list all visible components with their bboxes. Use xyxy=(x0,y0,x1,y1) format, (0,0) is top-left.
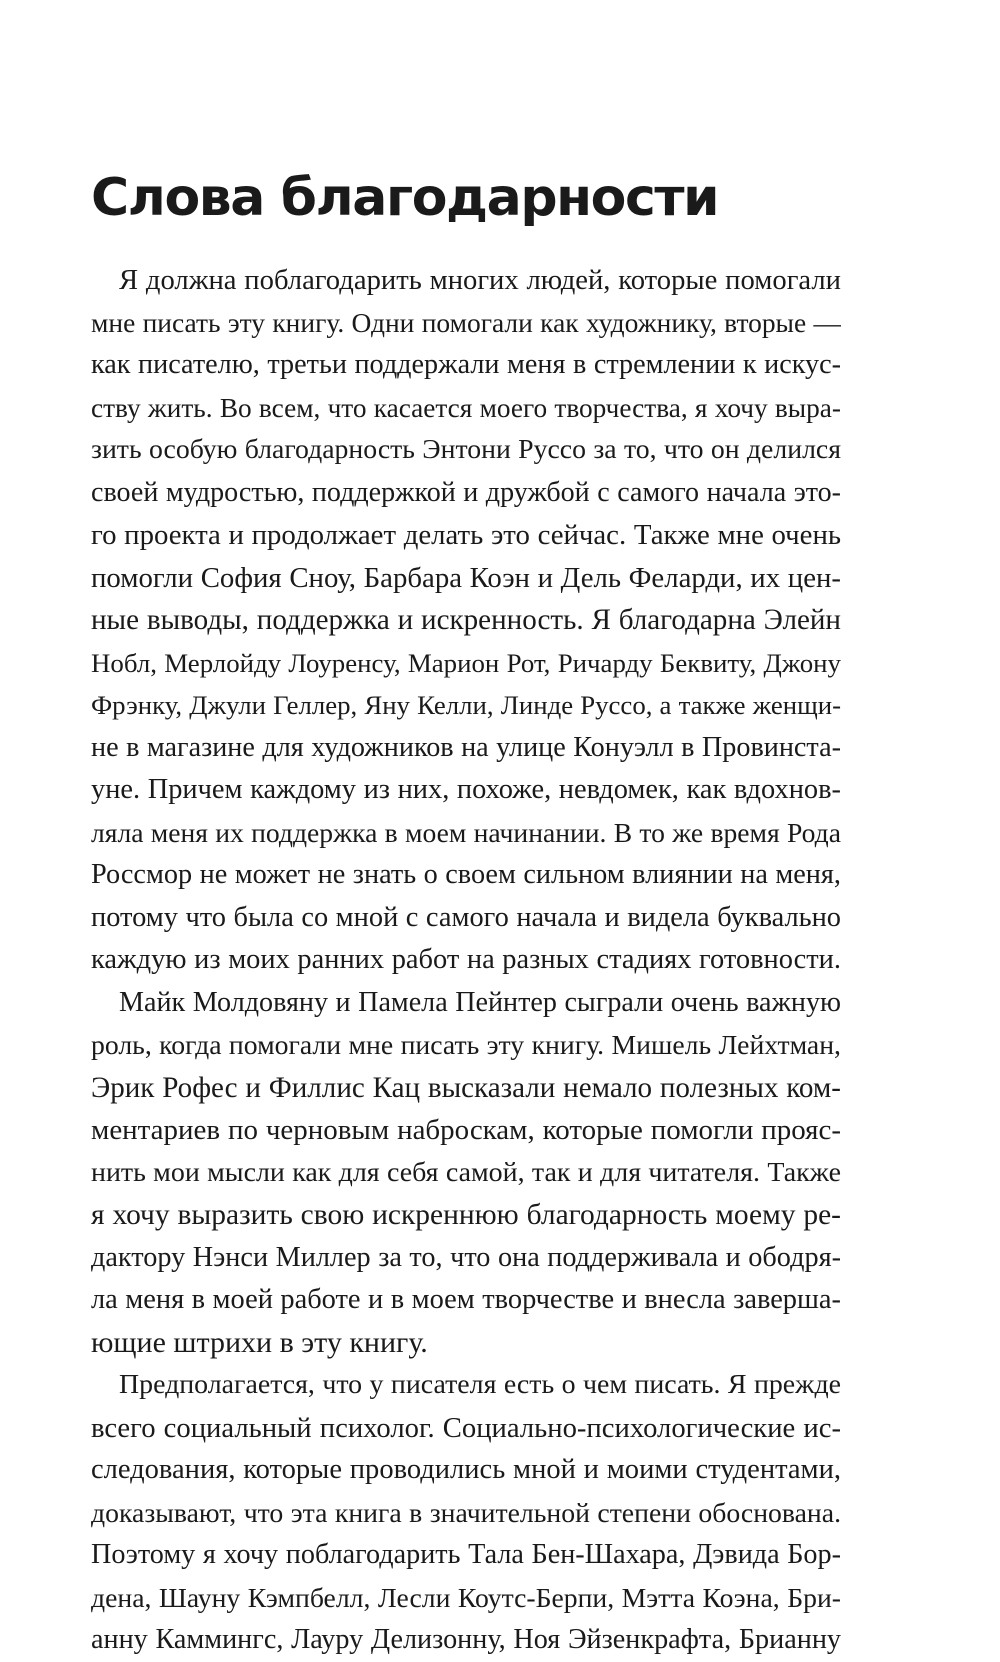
text-line: Фрэнку, Джули Геллер, Яну Келли, Линде Руссо, а также женщи- xyxy=(91,690,841,720)
text-line: Россмор не может не знать о своем сильном влиянии на меня, xyxy=(91,859,841,890)
paragraph xyxy=(91,1364,841,1662)
text-line: ляла меня их поддержка в моем начинании. В то же время Рода xyxy=(91,816,841,848)
text-line: ству жить. Во всем, что касается моего творчества, я хочу выра- xyxy=(91,392,841,423)
text-line: нить мои мысли как для себя самой, так и для читателя. Также xyxy=(91,1156,841,1188)
text-line: ющие штрихи в эту книгу. xyxy=(91,1325,428,1359)
text-line: ные выводы, поддержка и искренность. Я благодарна Элейн xyxy=(91,604,841,636)
text-line: дена, Шауну Кэмпбелл, Лесли Коутс-Берпи, Мэтта Коэна, Бри- xyxy=(91,1581,841,1613)
text-line: Нобл, Мерлойду Лоуренсу, Марион Рот, Ричарду Беквиту, Джону xyxy=(91,647,841,678)
text-line: уне. Причем каждому из них, похоже, невдомек, как вдохнов- xyxy=(91,774,841,805)
text-line: потому что была со мной с самого начала и видела буквально xyxy=(91,901,841,933)
text-line: Предполагается, что у писателя есть о чем писать. Я прежде xyxy=(119,1369,841,1400)
text-line: я хочу выразить свою искреннюю благодарность моему ре- xyxy=(91,1199,841,1231)
text-line: не в магазине для художников на улице Конуэлл в Провинста- xyxy=(91,731,841,763)
text-line: Я должна поблагодарить многих людей, которые помогали xyxy=(119,264,841,296)
text-line: го проекта и продолжает делать это сейчас. Также мне очень xyxy=(91,519,841,551)
text-line: дактору Нэнси Миллер за то, что она поддерживала и ободря- xyxy=(91,1241,841,1273)
text-line: ла меня в моей работе и в моем творчестве и внесла заверша- xyxy=(91,1284,841,1315)
text-line: доказывают, что эта книга в значительной степени обоснована. xyxy=(91,1496,841,1528)
text-line: всего социальный психолог. Социально-психологические ис- xyxy=(91,1411,841,1444)
chapter-heading: Слова благодарности xyxy=(91,168,719,228)
text-line: Поэтому я хочу поблагодарить Тала Бен-Шахара, Дэвида Бор- xyxy=(91,1539,841,1570)
text-line: следования, которые проводились мной и моими студентами, xyxy=(91,1454,841,1485)
text-line: анну Каммингс, Лауру Делизонну, Ноя Эйзенкрафта, Брианну xyxy=(91,1624,841,1655)
paragraph xyxy=(91,259,841,982)
text-line: Майк Молдовяну и Памела Пейнтер сыграли очень важную xyxy=(119,986,841,1018)
text-line: своей мудростью, поддержкой и дружбой с самого начала это- xyxy=(91,476,841,508)
paragraph xyxy=(91,982,841,1365)
text-line: Эрик Рофес и Филлис Кац высказали немало полезных ком- xyxy=(91,1071,841,1104)
text-line: роль, когда помогали мне писать эту книгу. Мишель Лейхтман, xyxy=(91,1029,841,1060)
text-line: как писателю, третьи поддержали меня в стремлении к искус- xyxy=(91,349,841,380)
body-text xyxy=(91,259,841,1662)
text-line: мне писать эту книгу. Одни помогали как художнику, вторые — xyxy=(91,307,841,338)
text-line: ментариев по черновым наброскам, которые помогли прояс- xyxy=(91,1114,841,1146)
text-line: зить особую благодарность Энтони Руссо за то, что он делился xyxy=(91,434,841,465)
text-line: каждую из моих ранних работ на разных стадиях готовности. xyxy=(91,944,841,975)
text-line: помогли София Сноу, Барбара Коэн и Дель Феларди, их цен- xyxy=(91,561,841,594)
